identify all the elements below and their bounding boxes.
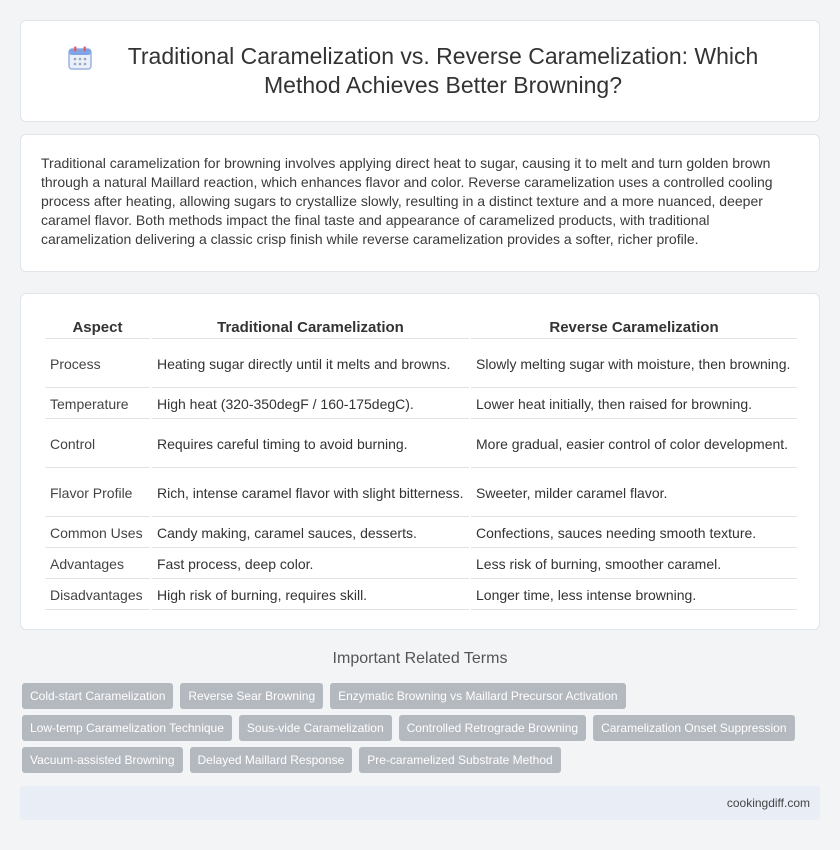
row-aspect: Temperature [45, 390, 150, 419]
related-terms-heading: Important Related Terms [332, 650, 508, 667]
comparison-card [20, 293, 820, 630]
row-traditional: Heating sugar directly until it melts and browns. [152, 341, 469, 388]
related-term-tag[interactable]: Reverse Sear Browning [180, 683, 323, 709]
row-reverse: Lower heat initially, then raised for browning. [471, 390, 797, 419]
row-reverse: Longer time, less intense browning. [471, 581, 797, 610]
row-reverse: Less risk of burning, smoother caramel. [471, 550, 797, 579]
footer-site-link[interactable]: cookingdiff.com [726, 796, 810, 810]
row-traditional: Requires careful timing to avoid burning. [152, 421, 469, 468]
row-aspect: Advantages [45, 550, 150, 579]
calendar-icon [67, 45, 93, 71]
table-row [45, 470, 797, 517]
row-aspect: Flavor Profile [45, 470, 150, 517]
table-row [45, 421, 797, 468]
row-reverse: Slowly melting sugar with moisture, then browning. [471, 341, 797, 388]
related-terms-list [22, 683, 802, 779]
related-term-tag[interactable]: Vacuum-assisted Browning [22, 747, 183, 773]
table-row [45, 581, 797, 610]
column-header-reverse: Reverse Caramelization [471, 316, 797, 339]
intro-card [20, 134, 820, 272]
related-term-tag[interactable]: Enzymatic Browning vs Maillard Precursor Activation [330, 683, 625, 709]
row-aspect: Disadvantages [45, 581, 150, 610]
table-row [45, 390, 797, 419]
row-reverse: More gradual, easier control of color development. [471, 421, 797, 468]
row-aspect: Process [45, 341, 150, 388]
row-reverse: Confections, sauces needing smooth texture. [471, 519, 797, 548]
row-aspect: Common Uses [45, 519, 150, 548]
footer [20, 786, 820, 820]
table-row [45, 550, 797, 579]
row-traditional: High heat (320-350degF / 160-175degC). [152, 390, 469, 419]
related-term-tag[interactable]: Sous-vide Caramelization [239, 715, 392, 741]
row-traditional: Candy making, caramel sauces, desserts. [152, 519, 469, 548]
row-reverse: Sweeter, milder caramel flavor. [471, 470, 797, 517]
column-header-aspect: Aspect [45, 316, 150, 339]
table-row [45, 341, 797, 388]
row-traditional: Rich, intense caramel flavor with slight bitterness. [152, 470, 469, 517]
related-term-tag[interactable]: Cold-start Caramelization [22, 683, 173, 709]
page-title: Traditional Caramelization vs. Reverse Caramelization: Which Method Achieves Better Browning? [127, 43, 759, 98]
row-traditional: Fast process, deep color. [152, 550, 469, 579]
table-row [45, 519, 797, 548]
comparison-table [43, 314, 799, 612]
table-header-row [45, 316, 797, 339]
related-term-tag[interactable]: Caramelization Onset Suppression [593, 715, 794, 741]
related-term-tag[interactable]: Low-temp Caramelization Technique [22, 715, 232, 741]
related-term-tag[interactable]: Controlled Retrograde Browning [399, 715, 586, 741]
related-term-tag[interactable]: Delayed Maillard Response [190, 747, 353, 773]
row-aspect: Control [45, 421, 150, 468]
title-card [20, 20, 820, 122]
intro-paragraph: Traditional caramelization for browning involves applying direct heat to sugar, causing it to melt and turn golden brown through a natural Maillard reaction, which enhances flavor and color. Reverse caramelization uses a controlled cooling process after heating, allowing sugars to crystallize slowly, resulting in a distinct texture and a more nuanced, deeper caramel flavor. Both methods impact the final taste and appearance of caramelized products, with traditional caramelization delivering a classic crisp finish while reverse caramelization provides a softer, richer profile. [41, 155, 773, 247]
row-traditional: High risk of burning, requires skill. [152, 581, 469, 610]
column-header-traditional: Traditional Caramelization [152, 316, 469, 339]
title-wrap [60, 42, 780, 100]
related-term-tag[interactable]: Pre-caramelized Substrate Method [359, 747, 560, 773]
